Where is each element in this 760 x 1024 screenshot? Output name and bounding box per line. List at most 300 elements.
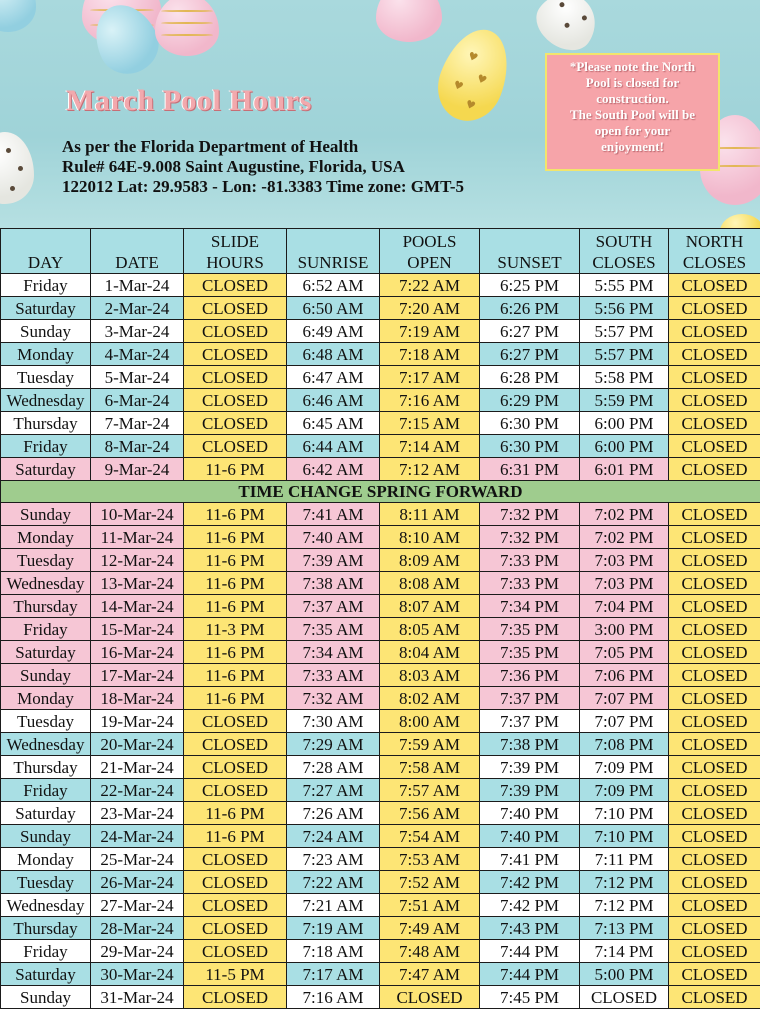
notice-line: enjoyment! xyxy=(601,139,664,154)
pools-open-cell: 7:52 AM xyxy=(380,871,480,894)
speckled-egg-decoration xyxy=(527,0,607,60)
sunset-cell: 7:43 PM xyxy=(480,917,580,940)
day-cell: Monday xyxy=(1,526,91,549)
pools-open-cell: 7:20 AM xyxy=(380,297,480,320)
date-cell: 13-Mar-24 xyxy=(91,572,184,595)
pools-open-cell: 7:22 AM xyxy=(380,274,480,297)
north-closes-cell: CLOSED xyxy=(669,274,760,297)
south-closes-cell: 5:56 PM xyxy=(580,297,669,320)
south-closes-cell: 7:10 PM xyxy=(580,802,669,825)
day-cell: Saturday xyxy=(1,802,91,825)
sunset-cell: 6:28 PM xyxy=(480,366,580,389)
north-closes-cell: CLOSED xyxy=(669,366,760,389)
sunset-cell: 7:37 PM xyxy=(480,710,580,733)
pools-open-cell: 8:09 AM xyxy=(380,549,480,572)
day-cell: Friday xyxy=(1,274,91,297)
column-header-label: SLIDE xyxy=(210,232,260,251)
slide-hours-cell: 11-6 PM xyxy=(184,503,287,526)
slide-hours-cell: CLOSED xyxy=(184,389,287,412)
pools-open-cell: 7:18 AM xyxy=(380,343,480,366)
north-closes-cell: CLOSED xyxy=(669,825,760,848)
table-row xyxy=(1,458,760,481)
sunset-cell: 7:35 PM xyxy=(480,641,580,664)
sunrise-cell: 7:41 AM xyxy=(287,503,380,526)
day-cell: Saturday xyxy=(1,297,91,320)
sunset-cell: 7:36 PM xyxy=(480,664,580,687)
date-cell: 3-Mar-24 xyxy=(91,320,184,343)
table-row xyxy=(1,435,760,458)
north-closes-cell: CLOSED xyxy=(669,871,760,894)
day-cell: Sunday xyxy=(1,986,91,1009)
south-closes-cell: 7:04 PM xyxy=(580,595,669,618)
day-cell: Sunday xyxy=(1,825,91,848)
south-closes-cell: 7:02 PM xyxy=(580,526,669,549)
slide-hours-cell: 11-6 PM xyxy=(184,825,287,848)
south-closes-cell: 7:06 PM xyxy=(580,664,669,687)
sunrise-cell: 7:24 AM xyxy=(287,825,380,848)
day-cell: Tuesday xyxy=(1,549,91,572)
table-row xyxy=(1,618,760,641)
sunset-cell: 6:27 PM xyxy=(480,320,580,343)
slide-hours-cell: CLOSED xyxy=(184,848,287,871)
column-header-label: NORTH xyxy=(685,232,744,251)
date-cell: 12-Mar-24 xyxy=(91,549,184,572)
north-closes-cell: CLOSED xyxy=(669,526,760,549)
pools-open-cell: 7:59 AM xyxy=(380,733,480,756)
pools-open-cell: 7:57 AM xyxy=(380,779,480,802)
column-header-label: HOURS xyxy=(206,253,264,272)
sunrise-cell: 7:40 AM xyxy=(287,526,380,549)
slide-hours-cell: CLOSED xyxy=(184,779,287,802)
column-header-label: SUNSET xyxy=(497,253,562,272)
date-cell: 16-Mar-24 xyxy=(91,641,184,664)
sunrise-cell: 6:42 AM xyxy=(287,458,380,481)
north-closes-cell: CLOSED xyxy=(669,435,760,458)
pools-open-cell: 8:07 AM xyxy=(380,595,480,618)
north-closes-cell: CLOSED xyxy=(669,618,760,641)
sunrise-cell: 7:29 AM xyxy=(287,733,380,756)
yellow-egg-decoration: ♥ ♥ ♥ ♥ xyxy=(428,20,520,130)
table-row xyxy=(1,412,760,435)
slide-hours-cell: CLOSED xyxy=(184,871,287,894)
south-closes-cell: 5:57 PM xyxy=(580,343,669,366)
north-closes-cell: CLOSED xyxy=(669,779,760,802)
column-header-day xyxy=(1,229,91,274)
column-header-label: CLOSES xyxy=(592,253,656,272)
yellow-egg-decoration xyxy=(720,214,760,228)
sunset-cell: 6:25 PM xyxy=(480,274,580,297)
date-cell: 26-Mar-24 xyxy=(91,871,184,894)
north-closes-cell: CLOSED xyxy=(669,343,760,366)
sunset-cell: 6:30 PM xyxy=(480,412,580,435)
sunrise-cell: 6:48 AM xyxy=(287,343,380,366)
table-row xyxy=(1,687,760,710)
sunset-cell: 6:27 PM xyxy=(480,343,580,366)
pools-open-cell: 7:15 AM xyxy=(380,412,480,435)
south-closes-cell: 6:00 PM xyxy=(580,412,669,435)
pools-open-cell: 7:49 AM xyxy=(380,917,480,940)
sunrise-cell: 7:33 AM xyxy=(287,664,380,687)
column-header-sunset xyxy=(480,229,580,274)
table-row xyxy=(1,710,760,733)
slide-hours-cell: 11-6 PM xyxy=(184,458,287,481)
sunset-cell: 7:39 PM xyxy=(480,779,580,802)
sunset-cell: 7:32 PM xyxy=(480,503,580,526)
north-closes-cell: CLOSED xyxy=(669,320,760,343)
pools-open-cell: 7:19 AM xyxy=(380,320,480,343)
pink-egg-decoration xyxy=(376,0,442,42)
sunrise-cell: 7:26 AM xyxy=(287,802,380,825)
header-banner xyxy=(0,0,760,228)
south-closes-cell: 7:12 PM xyxy=(580,894,669,917)
notice-line: The South Pool will be xyxy=(570,107,695,122)
date-cell: 10-Mar-24 xyxy=(91,503,184,526)
date-cell: 9-Mar-24 xyxy=(91,458,184,481)
sunset-cell: 7:40 PM xyxy=(480,802,580,825)
pools-open-cell: 8:08 AM xyxy=(380,572,480,595)
date-cell: 22-Mar-24 xyxy=(91,779,184,802)
slide-hours-cell: 11-6 PM xyxy=(184,595,287,618)
north-pool-closure-notice xyxy=(545,53,720,171)
column-header-north-closes xyxy=(669,229,760,274)
south-closes-cell: 7:08 PM xyxy=(580,733,669,756)
day-cell: Wednesday xyxy=(1,733,91,756)
sunrise-cell: 7:27 AM xyxy=(287,779,380,802)
south-closes-cell: 5:58 PM xyxy=(580,366,669,389)
date-cell: 29-Mar-24 xyxy=(91,940,184,963)
south-closes-cell: 5:57 PM xyxy=(580,320,669,343)
slide-hours-cell: CLOSED xyxy=(184,917,287,940)
south-closes-cell: 7:13 PM xyxy=(580,917,669,940)
sunset-cell: 7:34 PM xyxy=(480,595,580,618)
sunrise-cell: 7:38 AM xyxy=(287,572,380,595)
day-cell: Monday xyxy=(1,343,91,366)
table-row xyxy=(1,733,760,756)
sunrise-cell: 7:34 AM xyxy=(287,641,380,664)
column-header-label xyxy=(1,231,90,252)
sunrise-cell: 7:18 AM xyxy=(287,940,380,963)
column-header-south-closes xyxy=(580,229,669,274)
day-cell: Sunday xyxy=(1,664,91,687)
south-closes-cell: 5:00 PM xyxy=(580,963,669,986)
slide-hours-cell: 11-5 PM xyxy=(184,963,287,986)
pools-open-cell: 7:14 AM xyxy=(380,435,480,458)
slide-hours-cell: CLOSED xyxy=(184,412,287,435)
slide-hours-cell: 11-6 PM xyxy=(184,526,287,549)
column-header-label: DATE xyxy=(115,253,159,272)
table-row xyxy=(1,274,760,297)
sunrise-cell: 7:17 AM xyxy=(287,963,380,986)
subtitle-line: 122012 Lat: 29.9583 - Lon: -81.3383 Time zone: GMT-5 xyxy=(62,177,465,196)
date-cell: 28-Mar-24 xyxy=(91,917,184,940)
slide-hours-cell: 11-3 PM xyxy=(184,618,287,641)
sunrise-cell: 7:30 AM xyxy=(287,710,380,733)
sunset-cell: 7:45 PM xyxy=(480,986,580,1009)
column-header-label: SUNRISE xyxy=(297,253,369,272)
sunset-cell: 7:38 PM xyxy=(480,733,580,756)
sunset-cell: 7:39 PM xyxy=(480,756,580,779)
table-row xyxy=(1,297,760,320)
south-closes-cell: 7:02 PM xyxy=(580,503,669,526)
sunrise-cell: 6:47 AM xyxy=(287,366,380,389)
sunrise-cell: 6:46 AM xyxy=(287,389,380,412)
table-header-row xyxy=(1,229,760,274)
pools-open-cell: 7:54 AM xyxy=(380,825,480,848)
north-closes-cell: CLOSED xyxy=(669,458,760,481)
column-header-label xyxy=(91,231,183,252)
day-cell: Saturday xyxy=(1,963,91,986)
north-closes-cell: CLOSED xyxy=(669,917,760,940)
date-cell: 24-Mar-24 xyxy=(91,825,184,848)
slide-hours-cell: 11-6 PM xyxy=(184,549,287,572)
pools-open-cell: 7:47 AM xyxy=(380,963,480,986)
sunrise-cell: 7:37 AM xyxy=(287,595,380,618)
table-row xyxy=(1,871,760,894)
table-row xyxy=(1,802,760,825)
pools-open-cell: 7:16 AM xyxy=(380,389,480,412)
day-cell: Saturday xyxy=(1,458,91,481)
day-cell: Sunday xyxy=(1,503,91,526)
pools-open-cell: 7:17 AM xyxy=(380,366,480,389)
slide-hours-cell: 11-6 PM xyxy=(184,687,287,710)
sunset-cell: 7:33 PM xyxy=(480,572,580,595)
north-closes-cell: CLOSED xyxy=(669,503,760,526)
sunrise-cell: 7:35 AM xyxy=(287,618,380,641)
pools-open-cell: CLOSED xyxy=(380,986,480,1009)
north-closes-cell: CLOSED xyxy=(669,572,760,595)
pools-open-cell: 7:48 AM xyxy=(380,940,480,963)
date-cell: 8-Mar-24 xyxy=(91,435,184,458)
slide-hours-cell: 11-6 PM xyxy=(184,572,287,595)
day-cell: Thursday xyxy=(1,412,91,435)
south-closes-cell: 7:07 PM xyxy=(580,687,669,710)
day-cell: Thursday xyxy=(1,756,91,779)
date-cell: 27-Mar-24 xyxy=(91,894,184,917)
slide-hours-cell: CLOSED xyxy=(184,297,287,320)
column-header-label xyxy=(287,231,379,252)
column-header-label: SOUTH xyxy=(595,232,653,251)
date-cell: 20-Mar-24 xyxy=(91,733,184,756)
sunset-cell: 7:42 PM xyxy=(480,894,580,917)
sunrise-cell: 6:52 AM xyxy=(287,274,380,297)
column-header-label: DAY xyxy=(27,253,64,272)
date-cell: 2-Mar-24 xyxy=(91,297,184,320)
table-body xyxy=(1,274,760,1009)
date-cell: 4-Mar-24 xyxy=(91,343,184,366)
blue-egg-decoration xyxy=(0,0,36,32)
health-rule-subtitle xyxy=(62,137,464,197)
south-closes-cell: 5:55 PM xyxy=(580,274,669,297)
day-cell: Tuesday xyxy=(1,871,91,894)
slide-hours-cell: CLOSED xyxy=(184,274,287,297)
north-closes-cell: CLOSED xyxy=(669,894,760,917)
sunrise-cell: 7:19 AM xyxy=(287,917,380,940)
table-row xyxy=(1,917,760,940)
sunrise-cell: 7:23 AM xyxy=(287,848,380,871)
column-header-pools-open xyxy=(380,229,480,274)
table-row xyxy=(1,343,760,366)
sunset-cell: 6:26 PM xyxy=(480,297,580,320)
north-closes-cell: CLOSED xyxy=(669,963,760,986)
table-row xyxy=(1,779,760,802)
date-cell: 17-Mar-24 xyxy=(91,664,184,687)
slide-hours-cell: CLOSED xyxy=(184,435,287,458)
pools-open-cell: 8:02 AM xyxy=(380,687,480,710)
sunrise-cell: 7:39 AM xyxy=(287,549,380,572)
pools-open-cell: 8:04 AM xyxy=(380,641,480,664)
table-row xyxy=(1,756,760,779)
pools-open-cell: 8:05 AM xyxy=(380,618,480,641)
sunset-cell: 7:33 PM xyxy=(480,549,580,572)
slide-hours-cell: CLOSED xyxy=(184,710,287,733)
date-cell: 6-Mar-24 xyxy=(91,389,184,412)
notice-line: *Please note the North xyxy=(569,59,696,74)
day-cell: Monday xyxy=(1,687,91,710)
slide-hours-cell: CLOSED xyxy=(184,894,287,917)
north-closes-cell: CLOSED xyxy=(669,710,760,733)
pools-open-cell: 7:56 AM xyxy=(380,802,480,825)
day-cell: Sunday xyxy=(1,320,91,343)
pools-open-cell: 7:12 AM xyxy=(380,458,480,481)
column-header-date xyxy=(91,229,184,274)
sunrise-cell: 7:32 AM xyxy=(287,687,380,710)
pink-egg-decoration xyxy=(155,0,219,56)
table-row xyxy=(1,526,760,549)
south-closes-cell: CLOSED xyxy=(580,986,669,1009)
table-row xyxy=(1,825,760,848)
sunrise-cell: 6:44 AM xyxy=(287,435,380,458)
north-closes-cell: CLOSED xyxy=(669,687,760,710)
slide-hours-cell: CLOSED xyxy=(184,320,287,343)
north-closes-cell: CLOSED xyxy=(669,940,760,963)
north-closes-cell: CLOSED xyxy=(669,848,760,871)
north-closes-cell: CLOSED xyxy=(669,549,760,572)
south-closes-cell: 7:10 PM xyxy=(580,825,669,848)
column-header-label: OPEN xyxy=(407,253,452,272)
table-row xyxy=(1,595,760,618)
date-cell: 31-Mar-24 xyxy=(91,986,184,1009)
date-cell: 21-Mar-24 xyxy=(91,756,184,779)
pools-open-cell: 7:53 AM xyxy=(380,848,480,871)
south-closes-cell: 7:14 PM xyxy=(580,940,669,963)
pools-open-cell: 7:51 AM xyxy=(380,894,480,917)
sunset-cell: 6:30 PM xyxy=(480,435,580,458)
sunset-cell: 7:44 PM xyxy=(480,963,580,986)
time-change-label: TIME CHANGE SPRING FORWARD xyxy=(1,481,760,503)
date-cell: 18-Mar-24 xyxy=(91,687,184,710)
slide-hours-cell: CLOSED xyxy=(184,940,287,963)
table-row xyxy=(1,503,760,526)
column-header-label: CLOSES xyxy=(682,253,747,272)
pools-open-cell: 8:00 AM xyxy=(380,710,480,733)
notice-line: Pool is closed for xyxy=(585,75,680,90)
slide-hours-cell: 11-6 PM xyxy=(184,641,287,664)
date-cell: 30-Mar-24 xyxy=(91,963,184,986)
slide-hours-cell: CLOSED xyxy=(184,756,287,779)
sunrise-cell: 7:28 AM xyxy=(287,756,380,779)
pools-open-cell: 8:11 AM xyxy=(380,503,480,526)
date-cell: 14-Mar-24 xyxy=(91,595,184,618)
table-row xyxy=(1,664,760,687)
north-closes-cell: CLOSED xyxy=(669,389,760,412)
north-closes-cell: CLOSED xyxy=(669,641,760,664)
column-header-sunrise xyxy=(287,229,380,274)
sunrise-cell: 7:22 AM xyxy=(287,871,380,894)
day-cell: Friday xyxy=(1,779,91,802)
date-cell: 7-Mar-24 xyxy=(91,412,184,435)
date-cell: 19-Mar-24 xyxy=(91,710,184,733)
table-row xyxy=(1,940,760,963)
south-closes-cell: 7:09 PM xyxy=(580,756,669,779)
notice-line: construction. xyxy=(596,91,669,106)
sunset-cell: 7:41 PM xyxy=(480,848,580,871)
table-row xyxy=(1,320,760,343)
day-cell: Wednesday xyxy=(1,894,91,917)
south-closes-cell: 7:03 PM xyxy=(580,572,669,595)
slide-hours-cell: CLOSED xyxy=(184,343,287,366)
day-cell: Friday xyxy=(1,618,91,641)
sunset-cell: 7:44 PM xyxy=(480,940,580,963)
column-header-label: POOLS xyxy=(402,232,457,251)
sunrise-cell: 7:16 AM xyxy=(287,986,380,1009)
day-cell: Monday xyxy=(1,848,91,871)
north-closes-cell: CLOSED xyxy=(669,756,760,779)
south-closes-cell: 3:00 PM xyxy=(580,618,669,641)
sunset-cell: 7:42 PM xyxy=(480,871,580,894)
table-row xyxy=(1,366,760,389)
date-cell: 1-Mar-24 xyxy=(91,274,184,297)
sunset-cell: 7:32 PM xyxy=(480,526,580,549)
notice-line: open for your xyxy=(594,123,671,138)
subtitle-line: Rule# 64E-9.008 Saint Augustine, Florida, USA xyxy=(62,157,405,176)
north-closes-cell: CLOSED xyxy=(669,733,760,756)
day-cell: Friday xyxy=(1,940,91,963)
day-cell: Thursday xyxy=(1,595,91,618)
table-row xyxy=(1,986,760,1009)
pool-hours-table xyxy=(0,228,760,1009)
table-row xyxy=(1,549,760,572)
south-closes-cell: 5:59 PM xyxy=(580,389,669,412)
date-cell: 23-Mar-24 xyxy=(91,802,184,825)
speckled-egg-decoration xyxy=(0,132,34,204)
pools-open-cell: 8:03 AM xyxy=(380,664,480,687)
sunset-cell: 7:37 PM xyxy=(480,687,580,710)
north-closes-cell: CLOSED xyxy=(669,802,760,825)
slide-hours-cell: CLOSED xyxy=(184,366,287,389)
table-row xyxy=(1,641,760,664)
date-cell: 25-Mar-24 xyxy=(91,848,184,871)
subtitle-line: As per the Florida Department of Health xyxy=(62,137,359,156)
sunrise-cell: 6:50 AM xyxy=(287,297,380,320)
sunrise-cell: 6:49 AM xyxy=(287,320,380,343)
south-closes-cell: 7:11 PM xyxy=(580,848,669,871)
table-row xyxy=(1,572,760,595)
south-closes-cell: 7:07 PM xyxy=(580,710,669,733)
table-row xyxy=(1,894,760,917)
day-cell: Thursday xyxy=(1,917,91,940)
sunrise-cell: 7:21 AM xyxy=(287,894,380,917)
sunset-cell: 6:31 PM xyxy=(480,458,580,481)
slide-hours-cell: 11-6 PM xyxy=(184,664,287,687)
day-cell: Wednesday xyxy=(1,389,91,412)
column-header-slide-hours xyxy=(184,229,287,274)
south-closes-cell: 6:00 PM xyxy=(580,435,669,458)
date-cell: 15-Mar-24 xyxy=(91,618,184,641)
day-cell: Saturday xyxy=(1,641,91,664)
table-row xyxy=(1,389,760,412)
slide-hours-cell: 11-6 PM xyxy=(184,802,287,825)
day-cell: Tuesday xyxy=(1,710,91,733)
